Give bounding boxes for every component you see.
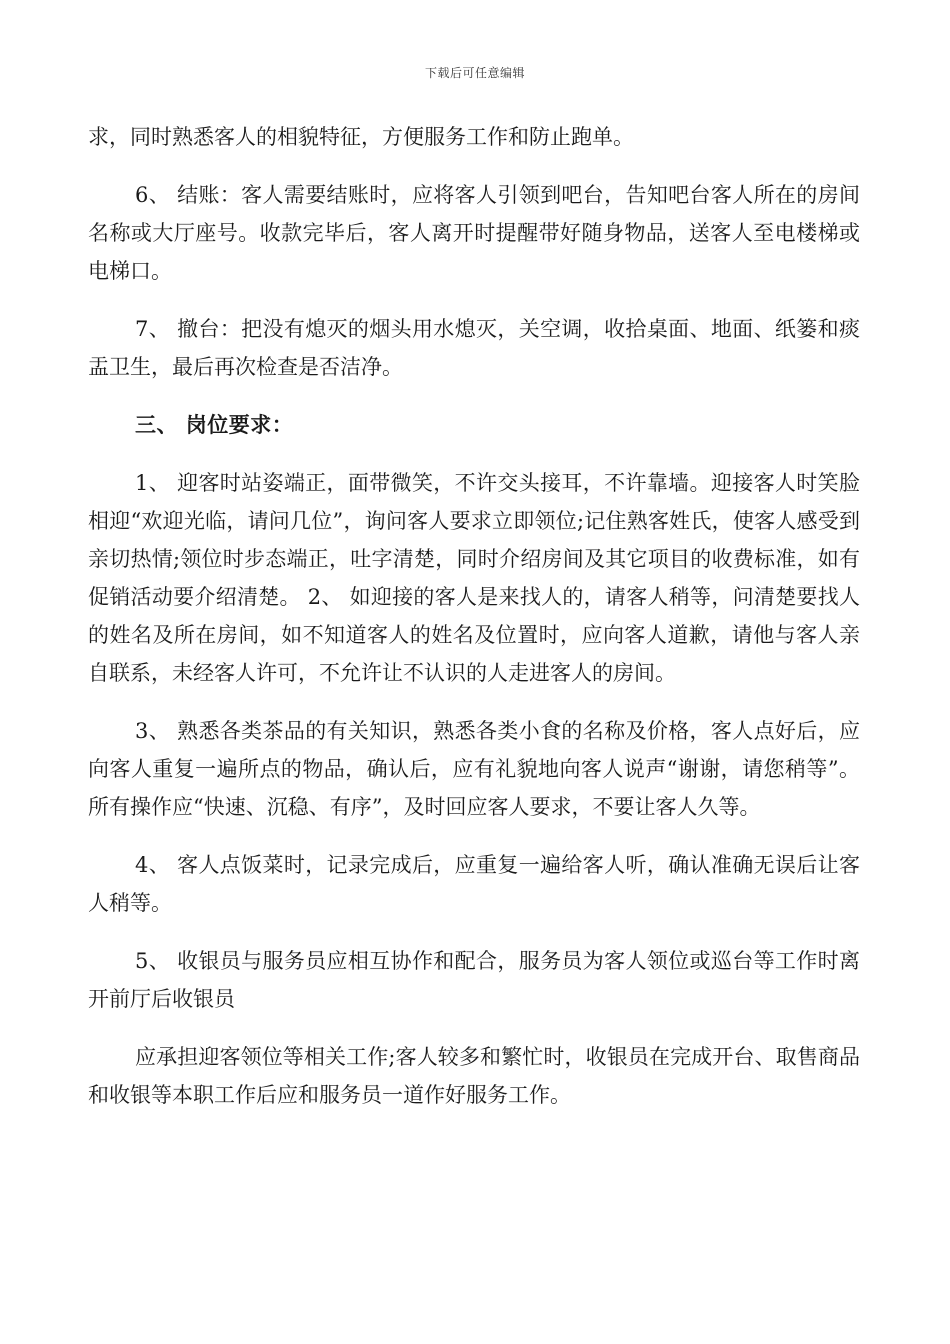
paragraph-cashier-duties: 应承担迎客领位等相关工作;客人较多和繁忙时，收银员在完成开台、取售商品和收银等本职工作后应和服务员一道作好服务工作。 xyxy=(88,1045,860,1107)
paragraph-requirement-1-2: 1、 迎客时站姿端正，面带微笑，不许交头接耳，不许靠墙。迎接客人时笑脸相迎“欢迎光临，请问几位”，询问客人要求立即领位;记住熟客姓氏，使客人感受到亲切热情;领位时步态端正，吐字清楚，同时介绍房间及其它项目的收费标准，如有促销活动要介绍清楚。 2、 如迎接的客人是来找人的，请客人稍等，问清楚要找人的姓名及所在房间，如不知道客人的姓名及位置时，应向客人道歉，请他与客人亲自联系，未经客人许可，不允许让不认识的人走进客人的房间。 xyxy=(88,471,860,685)
paragraph-continuation: 求，同时熟悉客人的相貌特征，方便服务工作和防止跑单。 xyxy=(88,125,634,149)
paragraph-checkout: 6、 结账：客人需要结账时，应将客人引领到吧台，告知吧台客人所在的房间名称或大厅座号。收款完毕后，客人离开时提醒带好随身物品，送客人至电楼梯或电梯口。 xyxy=(88,183,860,283)
paragraph-requirement-3: 3、 熟悉各类茶品的有关知识，熟悉各类小食的名称及价格，客人点好后，应向客人重复一遍所点的物品，确认后，应有礼貌地向客人说声“谢谢，请您稍等”。所有操作应“快速、沉稳、有序”，及时回应客人要求，不要让客人久等。 xyxy=(88,719,860,819)
paragraph-requirement-4: 4、 客人点饭菜时，记录完成后，应重复一遍给客人听，确认准确无误后让客人稍等。 xyxy=(88,853,860,915)
document-body xyxy=(88,118,860,1114)
paragraph-clear-table: 7、 撤台：把没有熄灭的烟头用水熄灭，关空调，收拾桌面、地面、纸篓和痰盂卫生，最后再次检查是否洁净。 xyxy=(88,317,860,379)
page-header: 下载后可任意编辑 xyxy=(424,66,525,80)
paragraph-requirement-5: 5、 收银员与服务员应相互协作和配合，服务员为客人领位或巡台等工作时离开前厅后收银员 xyxy=(88,949,860,1011)
section-heading-job-requirements: 三、 岗位要求： xyxy=(135,412,294,437)
